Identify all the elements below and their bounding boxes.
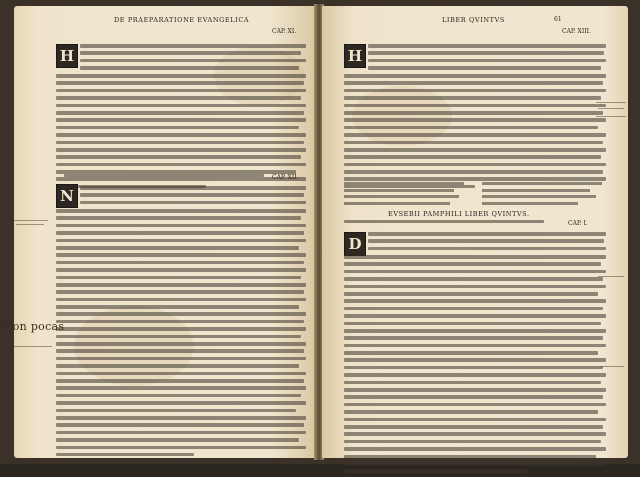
left-chapter-top: CAP. XI. [272, 28, 297, 35]
left-text-block-1 [80, 44, 306, 74]
handwritten-margin-note: Con pocas [4, 320, 65, 333]
margin-scrawl [598, 276, 624, 277]
margin-scrawl [14, 346, 52, 347]
right-text-block-2b [344, 255, 606, 477]
left-subtitle [64, 174, 264, 181]
right-text-block-1 [368, 44, 606, 74]
left-page [4, 6, 316, 458]
right-subtitle [344, 220, 544, 227]
verse-column-right [482, 182, 602, 208]
right-chapter-first: CAP. I. [568, 220, 588, 227]
margin-scrawl [16, 224, 44, 225]
right-page [322, 6, 628, 458]
folio-number: 61 [554, 16, 562, 23]
margin-scrawl [598, 108, 624, 109]
margin-scrawl [14, 220, 48, 221]
margin-scrawl [596, 116, 626, 117]
right-running-head: LIBER QVINTVS [442, 16, 505, 24]
left-text-block-2 [80, 186, 306, 208]
drop-cap-initial: H [56, 44, 78, 68]
drop-cap-initial-4: D [344, 232, 366, 256]
margin-scrawl [600, 366, 624, 367]
right-chapter-top: CAP. XIII. [562, 28, 591, 35]
left-running-head: DE PRAEPARATIONE EVANGELICA [114, 16, 250, 24]
verse-column-left [344, 182, 464, 208]
left-chapter-mid: CAP. XII. [272, 174, 299, 181]
drop-cap-initial-2: N [56, 184, 78, 208]
left-text-block-2b [56, 209, 306, 460]
right-text-block-1b [344, 74, 606, 192]
margin-scrawl [596, 102, 626, 103]
book-title: EVSEBII PAMPHILI LIBER QVINTVS. [388, 210, 530, 218]
drop-cap-initial-3: H [344, 44, 366, 68]
right-text-block-2 [368, 232, 606, 254]
